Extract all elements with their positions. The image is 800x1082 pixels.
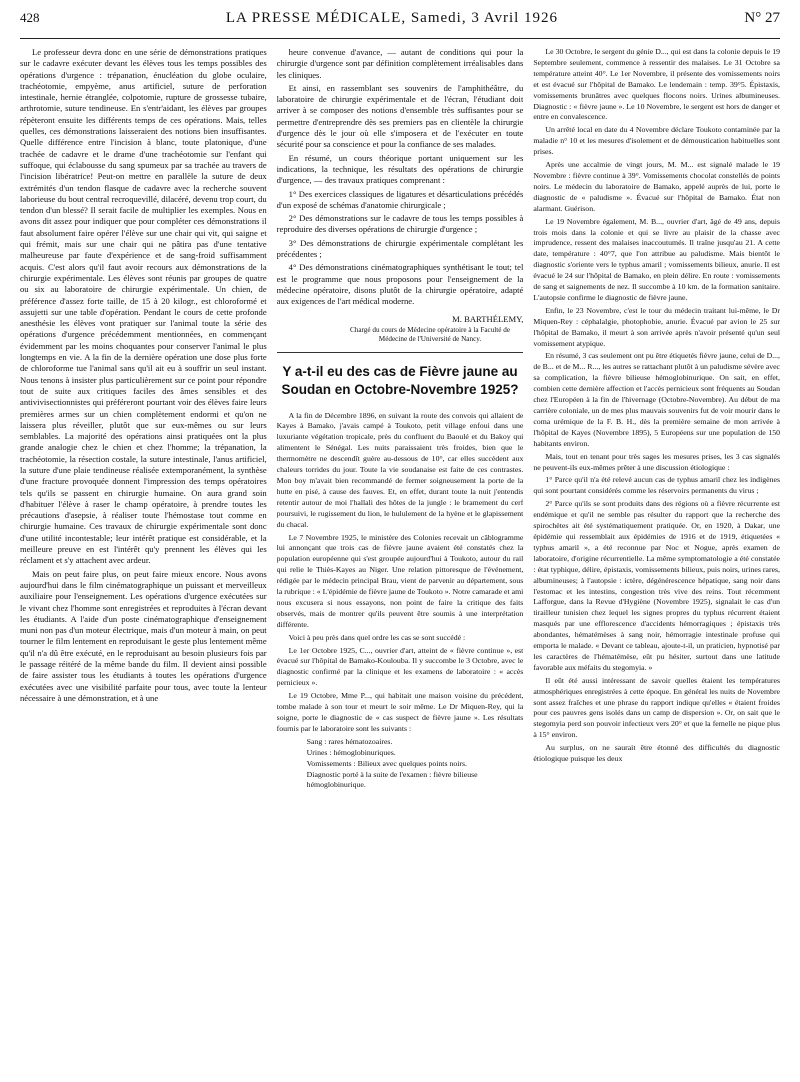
lab-result-line: Vomissements : Bilieux avec quelques points noirs. <box>306 758 467 768</box>
paragraph: Le professeur devra donc en une série de démonstrations pratiques sur le cadavre exécuter devant les élèves tous les temps possibles des opérations d'urgence : trépanation, énucléation du globe oculaire, trachéotomie, empyème, anus artificiel, suture de perforation intestinale, hernie étranglée, colpotomie, rupture de grossesse tubaire, arthrotomie, suture tendineuse. En s'entr'aidant, les élèves par groupes répèteront ensuite les différents temps de ces opérations. Mais, telles quelles, ces démonstrations laisseraient des notions bien insuffisantes. Quelle différence entre l'incision à blanc, toute platonique, d'une trachée de cadavre et le drame d'une trachéotomie sur l'enfant qui suffoque, qui éclabousse du sang spumeux par sa trachée au travers de l'incision libératrice! Peut-on mettre en parallèle la suture de deux extrémités d'un tendon flasque de cadavre avec la recherche souvent laborieuse du bout central recroquevillé, dilacéré, devenu trop court, du tendon d'un blessé? Il serait facile de multiplier les exemples. Nous en avons dit assez pour indiquer que pour compléter ces démonstrations il faut absolument faire opérer l'élève sur une chair qui vit, qui saigne et qui frémit, mais sur une chair qui ne pâtira pas d'une tentative malheureuse par faute d'expérience et de sang-froid suffisamment acquis. C'est alors qu'il faut avoir recours aux démonstrations de la chirurgie expérimentale. Les élèves sont réunis par groupes de quatre ou six au laboratoire de chirurgie expérimentale. Un chien, de préférence d'assez forte taille, de 15 à 20 kilogr., est chloroformé et assujetti sur une table d'opération. Pendant le cours de cette profonde anesthésie les élèves vont pratiquer sur l'animal toute la série des opérations d'urgence précédemment mentionnées, en commençant évidemment par les moins choquantes pour conserver l'animal le plus longtemps en vie. A la fin de la dernière opération une dose plus forte de chloroforme tue l'animal sans qu'il ait eu à souffrir un seul instant. Nous tenons à insister plus particulièrement sur ce point pour répondre tout de suite aux critiques faciles des âmes sensibles et des antivivisectionnistes qui préféreront pourtant voir des élèves faire leurs premières armes sur un chien complètement endormi et qu'on ne laissera plus réveiller, plutôt que sur eux-mêmes ou sur leurs semblables. La majorité des opérations ainsi pratiquées ont la plus grande analogie chez le chien et chez l'homme; la trépanation, la trachéotomie, la résection costale, la suture intestinale, l'anus artificiel, la suture d'une plaie tendineuse réalisée extemporanément, la synthèse d'une fracture provoquée donnent l'impression des temps opératoires tels qu'ils se passent en chirurgie humaine. On aura grand soin d'habituer l'élève à raser le champ opératoire, à prendre toutes les précautions d'asepsie, à réaliser toute l'hémostase tout comme en chirurgie humaine. Ces travaux de chirurgie expérimentale sont donc d'une utilité incontestable; leur intérêt pratique est considérable, et la meilleure preuve en est l'intérêt qu'y prennent les élèves qui les réclament et s'y attachent avec ardeur. <box>20 47 267 566</box>
paragraph: Le 30 Octobre, le sergent du génie D..., qui est dans la colonie depuis le 19 Septembre seulement, commence à ressentir des malaises. Le 31 Octobre sa température atteint 40°. Le 1er Novembre, il présente des vomissements noirs et est évacué sur l'hôpital de Bamako. Le lendemain : temp. 39°5. Épistaxis, vomissements brunâtres avec quelques flocons noirs. Urines albumineuses. Diagnostic : « fièvre jaune ». Le 10 Novembre, le sergent est hors de danger et entre en convalescence. <box>533 47 781 122</box>
paragraph: Au surplus, on ne saurait être étonné des difficultés du diagnostic étiologique puisque les deux <box>533 743 781 764</box>
paragraph: 4° Des démonstrations cinématographiques synthétisant le tout; tel est le programme que nous proposons pour l'enseignement de la médecine opératoire, disons plutôt de la chirurgie opératoire, adapté aux exigences de l'art médical moderne. <box>276 262 524 307</box>
lab-result-line: Urines : hémoglobinuriques. <box>306 747 396 757</box>
paragraph: En résumé, un cours théorique portant uniquement sur les indications, la technique, les résultats des opérations de chirurgie d'urgence, — des travaux pratiques comprenant : <box>276 152 524 186</box>
paragraph: Le 1er Octobre 1925, C..., ouvrier d'art, atteint de « fièvre continue », est évacué sur l'hôpital de Bamako-Koulouba. Il y succombe le 3 Octobre, avec le diagnostic confirmé par la clinique et les examens de laboratoire : « accès pernicieux ». <box>276 645 524 688</box>
paragraph: Enfin, le 23 Novembre, c'est le tour du médecin traitant lui-même, le Dr Miquen-Rey : céphalalgie, photophobie, anurie. Évacué par avion le 25 sur l'hôpital de Bamako, il meurt à son arrivée après n'avoir présenté qu'un seul vomissement atypique. <box>533 305 781 348</box>
paragraph: Le 19 Octobre, Mme P..., qui habitait une maison voisine du précédent, tombe malade à son tour et meurt le soir même. Le Dr Miquen-Rey, qui la soigne, porte le diagnostic de « cas suspect de fièvre jaune ». Les résultats fournis par le laboratoire sont les suivants : <box>276 691 524 733</box>
paragraph: Et ainsi, en rassemblant ses souvenirs de l'amphithéâtre, du laboratoire de chirurgie expérimentale et de l'écran, l'étudiant doit arriver à se composer des notions d'ensemble très suffisantes pour se permettre d'entreprendre dès ses premiers pas en clientèle la chirurgie d'urgence dès le jour où elle s'imposera et de l'exécuter en toute sécurité pour sa conscience et pour la confiance de ses malades. <box>276 82 524 150</box>
journal-title: LA PRESSE MÉDICALE, Samedi, 3 Avril 1926 <box>225 10 559 26</box>
author-signature: M. BARTHÉLEMY, <box>452 313 524 324</box>
paragraph: Mais, tout en tenant pour très sages les mesures prises, les 3 cas signalés ne peuvent-ils eux-mêmes prêter à une discussion étiologique : <box>533 451 781 472</box>
paragraph: heure convenue d'avance, — autant de conditions qui pour la chirurgie d'urgence sont par définition complètement irréalisables dans les cliniques. <box>276 47 524 80</box>
paragraph: 2° Parce qu'ils se sont produits dans des régions où a fièvre récurrente est endémique et qu'il ne semble pas résulter du rapport que la recherche des spirochètes ait été systématiquement pratiquée. Or, en 1920, à Dakar, une épidémie qui ressemblait aux épidémies de 1916 et de 1919, étiquetées « typhus amaril », a été reconnue par Noc et Nogue, après examen de laboratoire, d'origine récurrentielle. La même symptomatologie a été constatée : état typhique, délire, épistaxis, vomissements bilieux, puis noirs, urines rares, albumineuses; à l'autopsie : ictère, dégénérescence hépatique, sang noir dans l'estomac et les intestins, congestion très vive des reins. Tout récemment Lafforgue, dans la Revue d'Hygiène (Novembre 1925), signalait le cas d'un tirailleur tunisien chez lequel les signes propres du typhus récurrent étaient masqués par une efflorescence d'accidents hémorragiques ; épistaxis très abondantes, hématémèses à sang noir, hémorragie intestinale profuse qui emporta le malade. « Devant ce tableau, ajoute-t-il, un praticien, hypnotisé par les caractères de l'hématémèse, eût pu hésiter, surtout dans une latitude favorable aux méfaits du stegomyia. » <box>533 499 781 672</box>
paragraph: 2° Des démonstrations sur le cadavre de tous les temps possibles à reproduire des diverses opérations de chirurgie d'urgence ; <box>276 213 524 235</box>
article-divider <box>277 352 524 353</box>
page-header <box>20 10 780 39</box>
lab-result-line: Sang : rares hématozoaires. <box>306 736 393 746</box>
lab-result-line: Diagnostic porté à la suite de l'examen : fièvre bilieuse hémoglobinurique. <box>306 769 478 790</box>
paragraph: A la fin de Décembre 1896, en suivant la route des convois qui allaient de Kayes à Bamako, j'avais campé à Toukoto, petit village enfoui dans une luxuriante végétation tropicale, près du confluent du Baoulé et du Bakoy qui alimentent le Sénégal. Les nuits paraissaient très froides, bien que le thermomètre ne descendît guère au-dessous de 10°, car elles succèdent aux chaleurs torrides du jour. Toute la vie soudanaise est faite de ces contrastes. Mon boy m'avait bien recommandé de fermer soigneusement la porte de la hutte en pisé, à cause des fauves. Et, en effet, durant toute la nuit j'entendis retentir autour de moi l'hallali des hôtes de la jungle : le bramement du cerf poursuivi, le rugissement du lion, le hululement de la hyène et le glapissement du chacal. <box>276 410 524 529</box>
paragraph: 1° Parce qu'il n'a été relevé aucun cas de typhus amaril chez les indigènes qui sont pourtant considérés comme les réservoirs permanents du virus ; <box>533 475 781 496</box>
paragraph: Le 7 Novembre 1925, le ministère des Colonies recevait un câblogramme lui annonçant que trois cas de fièvre jaune avaient été constatés chez la population européenne qui s'est groupée aujourd'hui à Toukoto, autour du rail qui relie le Thiès-Kayes au Niger. Une relation pittoresque de l'événement, rédigée par le médecin principal Brau, vient de parvenir au département, sous la rubrique : « L'épidémie de fièvre jaune de Toukoto ». Notre camarade et ami nous excusera si nous essayons, non point de faire la critique des faits observés, mais de montrer qu'ils peuvent être soumis à une interprétation différente. <box>276 532 524 629</box>
page-number: 428 <box>20 10 40 25</box>
paragraph: Il eût été aussi intéressant de savoir quelles étaient les températures atmosphériques enregistrées à cette époque. En général les nuits de Novembre sont assez fraîches et une phrase du rapport indique qu'elles « étaient froides pour ces pauvres gens isolés dans un camp de dispersion ». Or, on sait que le stegomyia perd son pouvoir infectieux vers 20° et que la femelle ne pique plus à 15° environ. <box>533 675 781 740</box>
column-middle <box>277 47 524 1077</box>
article-title: Y a-t-il eu des cas de Fièvre jaune au Soudan en Octobre-Novembre 1925? <box>281 363 519 397</box>
issue-number: N° 27 <box>744 10 780 26</box>
paragraph: Voici à peu près dans quel ordre les cas se sont succédé : <box>288 632 466 642</box>
author-affiliation: Chargé du cours de Médecine opératoire à la Faculté de Médecine de l'Université de Nancy. <box>349 325 511 343</box>
paragraph: En résumé, 3 cas seulement ont pu être étiquetés fièvre jaune, celui de D..., de B... et de M... R..., les autres se rattachant plutôt à un paludisme sévère avec sa complication, la fièvre bilieuse hémoglobinurique. On sait, en effet, combien cette dernière affection et l'accès pernicieux sont fréquents au Soudan chez l'Européen à la fin de l'hivernage (Octobre-Novembre). Au début de ma carrière coloniale, un de mes plus mauvais souvenirs fut de voir mourir dans le coma urémique de la F. B. H., dès la première semaine de mon arrivée à l'hôpital de Kayes (Novembre 1895), 5 Européens sur une population de 150 habitants environ. <box>533 351 781 448</box>
paragraph: Mais on peut faire plus, on peut faire mieux encore. Nous avons aujourd'hui dans le film cinématographique un puissant et merveilleux auxiliaire pour l'enseignement. Les opérations d'urgence exécutées sur le vivant chez l'homme sont enregistrées et reproduites à l'écran devant les étudiants. A l'aide d'un poste cinématographique d'enseignement muni non pas d'un moteur électrique, mais d'un moteur à main, on peut tourner le film lentement en reproduisant le geste plus lentement même qu'il n'a dû être exécuté, en le reproduisant au besoin plusieurs fois par le passage réitéré de la même bande du film. Il devient ainsi possible de faire assister tous les étudiants à toutes les opérations d'urgence exécutées avec une visibilité parfaite pour tous, avec toute la lenteur nécessaire à une démonstration, et à une <box>20 568 267 703</box>
paragraph: Un arrêté local en date du 4 Novembre déclare Toukoto contaminée par la maladie n° 10 et les mesures d'isolement et de démoustication habituelles sont prises. <box>533 125 781 157</box>
paragraph: 3° Des démonstrations de chirurgie expérimentale complétant les précédentes ; <box>276 237 524 260</box>
paragraph: 1° Des exercices classiques de ligatures et désarticulations précédés d'un exposé de schémas d'anatomie chirurgicale ; <box>276 188 524 210</box>
paragraph: Après une accalmie de vingt jours, M. M... est signalé malade le 19 Novembre : fièvre continue à 39°. Vomissements chocolat constellés de points noirs. Le médecin du laboratoire de Bamako, appelé auprès de lui, porte le diagnostic de « paludisme ». Évacué sur l'hôpital de Bamako. État non alarmant. Guérison. <box>533 160 781 213</box>
column-left <box>20 47 267 1077</box>
column-right <box>533 47 780 1077</box>
paragraph: Le 19 Novembre également, M. B..., ouvrier d'art, âgé de 49 ans, depuis trois mois dans la colonie et qui se livre au plaisir de la chasse avec imprudence, ressent des malaises inaccoutumés. Il traîne jusqu'au 21. A cette date, température : 40°7, que l'on attribue au paludisme. Mais bientôt le diagnostic s'oriente vers le typhus amaril ; vomissements bilieux, anurie. Il est évacué le 24 sur l'hôpital de Bamako, en plein délire. En route : vomissements de sang et saignements de nez. Il succombe à 10 km. de la formation sanitaire. L'autopsie confirme le diagnostic de fièvre jaune. <box>533 216 781 302</box>
lab-results <box>277 737 524 792</box>
